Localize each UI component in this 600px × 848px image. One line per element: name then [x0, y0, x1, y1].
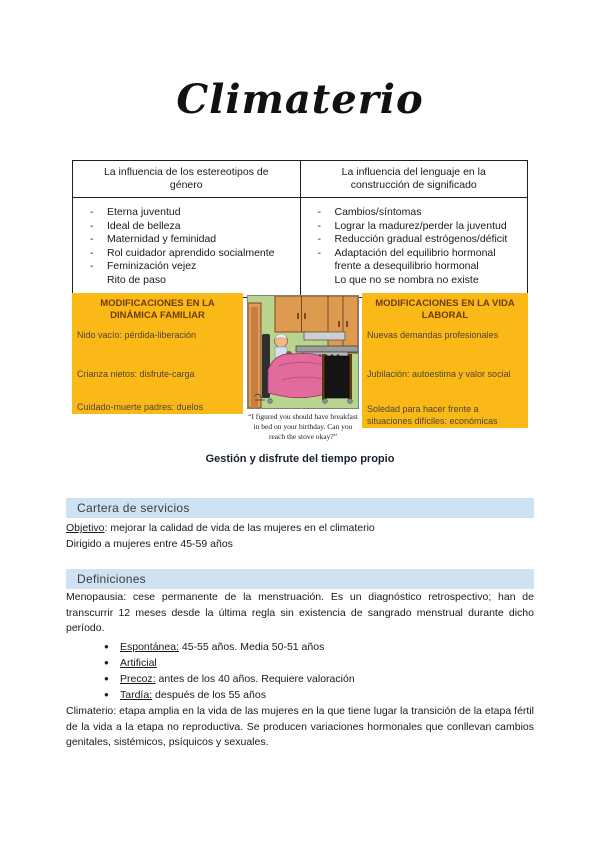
list-item [73, 220, 294, 234]
objetivo-rest: : mejorar la calidad de vida de las mujeres en el climaterio [104, 522, 375, 534]
family-box-item: Nido vacío: pérdida-liberación [77, 330, 197, 340]
bullet-rest: 45-55 años. Media 50-51 años [178, 640, 325, 653]
dash-marker: - [90, 233, 94, 246]
dash-marker: - [90, 206, 94, 218]
work-box-item: Soledad para hacer frente a situaciones difíciles: económicas [367, 404, 498, 426]
list-item-text: Eterna juventud [107, 206, 181, 218]
dash-marker: - [90, 219, 94, 232]
list-item-text: Cambios/síntomas [334, 206, 422, 218]
objetivo-line [66, 521, 534, 537]
family-box-title: MODIFICACIONES EN LA DINÁMICA FAMILIAR [100, 298, 215, 321]
list-item [301, 247, 522, 274]
menopausia-types-list [66, 639, 534, 704]
menopausia-paragraph: Menopausia: cese permanente de la menstruación. Es un diagnóstico retrospectivo; han de transcurrir 12 meses desde la última regla sin existencia de sangrado menstrual durante dicho período. [66, 591, 534, 634]
bullet-marker: ● [104, 641, 109, 651]
comic-panel [247, 295, 359, 442]
list-item-text: Lograr la madurez/perder la juventud [334, 219, 507, 232]
list-item [66, 655, 534, 671]
dash-marker: - [317, 219, 321, 232]
list-item-text: Rol cuidador aprendido socialmente [107, 246, 275, 259]
family-box-item: Crianza nietos: disfrute-carga [77, 368, 195, 379]
bullet-lead: Espontánea: [120, 640, 179, 653]
list-item [301, 206, 522, 220]
list-item [66, 671, 534, 687]
cartera-section-body [66, 521, 534, 552]
table-cell-lenguaje [300, 198, 528, 298]
bullet-marker: ● [104, 657, 109, 667]
bullet-lead: Precoz: [120, 672, 156, 685]
family-box-item: Cuidado-muerte padres: duelos [77, 402, 204, 412]
bullet-lead: Artificial [120, 656, 157, 669]
list-item-text: Adaptación del equilibrio hormonal frente a desequilibrio hormonal [334, 246, 496, 273]
list-item [301, 233, 522, 247]
list-item [66, 687, 534, 703]
table-header-estereotipos: La influencia de los estereotipos de género [73, 161, 301, 198]
list-item [301, 220, 522, 234]
objetivo-lead: Objetivo [66, 522, 105, 534]
list-item-text: Ideal de belleza [107, 219, 181, 232]
table-header-lenguaje: La influencia del lenguaje en la construcción de significado [300, 161, 528, 198]
list-item-text: Maternidad y feminidad [107, 233, 217, 246]
climaterio-paragraph: Climaterio: etapa amplia en la vida de las mujeres en la que tiene lugar la transición de la etapa fértil de la vida a la etapa no reproductiva. Se producen variaciones hormonales que conllevan cambios genitales, sistémicos, psíquicos y sexuales. [66, 705, 534, 749]
family-modifications-box [72, 293, 243, 414]
list-item [73, 247, 294, 261]
work-modifications-box [362, 293, 528, 428]
lenguaje-list [301, 206, 522, 274]
list-tail-text: Lo que no se nombra no existe [334, 273, 479, 286]
dash-marker: - [90, 260, 94, 273]
work-box-item: Nuevas demandas profesionales [367, 330, 499, 340]
dirigido-line: Dirigido a mujeres entre 45-59 años [66, 537, 233, 550]
definiciones-section-body [66, 590, 534, 751]
comic-image [247, 295, 359, 409]
list-item [66, 639, 534, 655]
estereotipos-list [73, 206, 294, 274]
highlight-statement: Gestión y disfrute del tiempo propio [205, 453, 395, 465]
section-header-definiciones: Definiciones [66, 569, 534, 589]
dash-marker: - [317, 246, 321, 259]
dash-marker: - [90, 246, 94, 259]
list-item-text: Feminización vejez [107, 260, 197, 273]
table-cell-estereotipos [73, 198, 301, 298]
bullet-marker: ● [104, 673, 109, 683]
section-header-cartera: Cartera de servicios [66, 498, 534, 518]
stereotypes-table [72, 160, 528, 298]
bullet-rest: después de los 55 años [152, 689, 266, 702]
page-title: Climaterio [176, 76, 424, 123]
bullet-marker: ● [104, 690, 109, 700]
list-item-text: Reducción gradual estrógenos/déficit [334, 233, 508, 246]
comic-caption: “I figured you should have breakfast in bed on your birthday. Can you reach the stove okay?” [248, 412, 358, 441]
list-item [73, 206, 294, 220]
list-item [73, 260, 294, 274]
work-box-title: MODIFICACIONES EN LA VIDA LABORAL [375, 298, 515, 321]
work-box-item: Jubilación: autoestima y valor social [367, 368, 511, 379]
bullet-rest: antes de los 40 años. Requiere valoración [155, 672, 355, 685]
bullet-lead: Tardía: [120, 689, 153, 702]
comic-illustration [248, 296, 358, 408]
list-item [73, 233, 294, 247]
dash-marker: - [317, 206, 321, 218]
list-tail-text: Rito de paso [107, 273, 166, 286]
dash-marker: - [317, 233, 321, 246]
